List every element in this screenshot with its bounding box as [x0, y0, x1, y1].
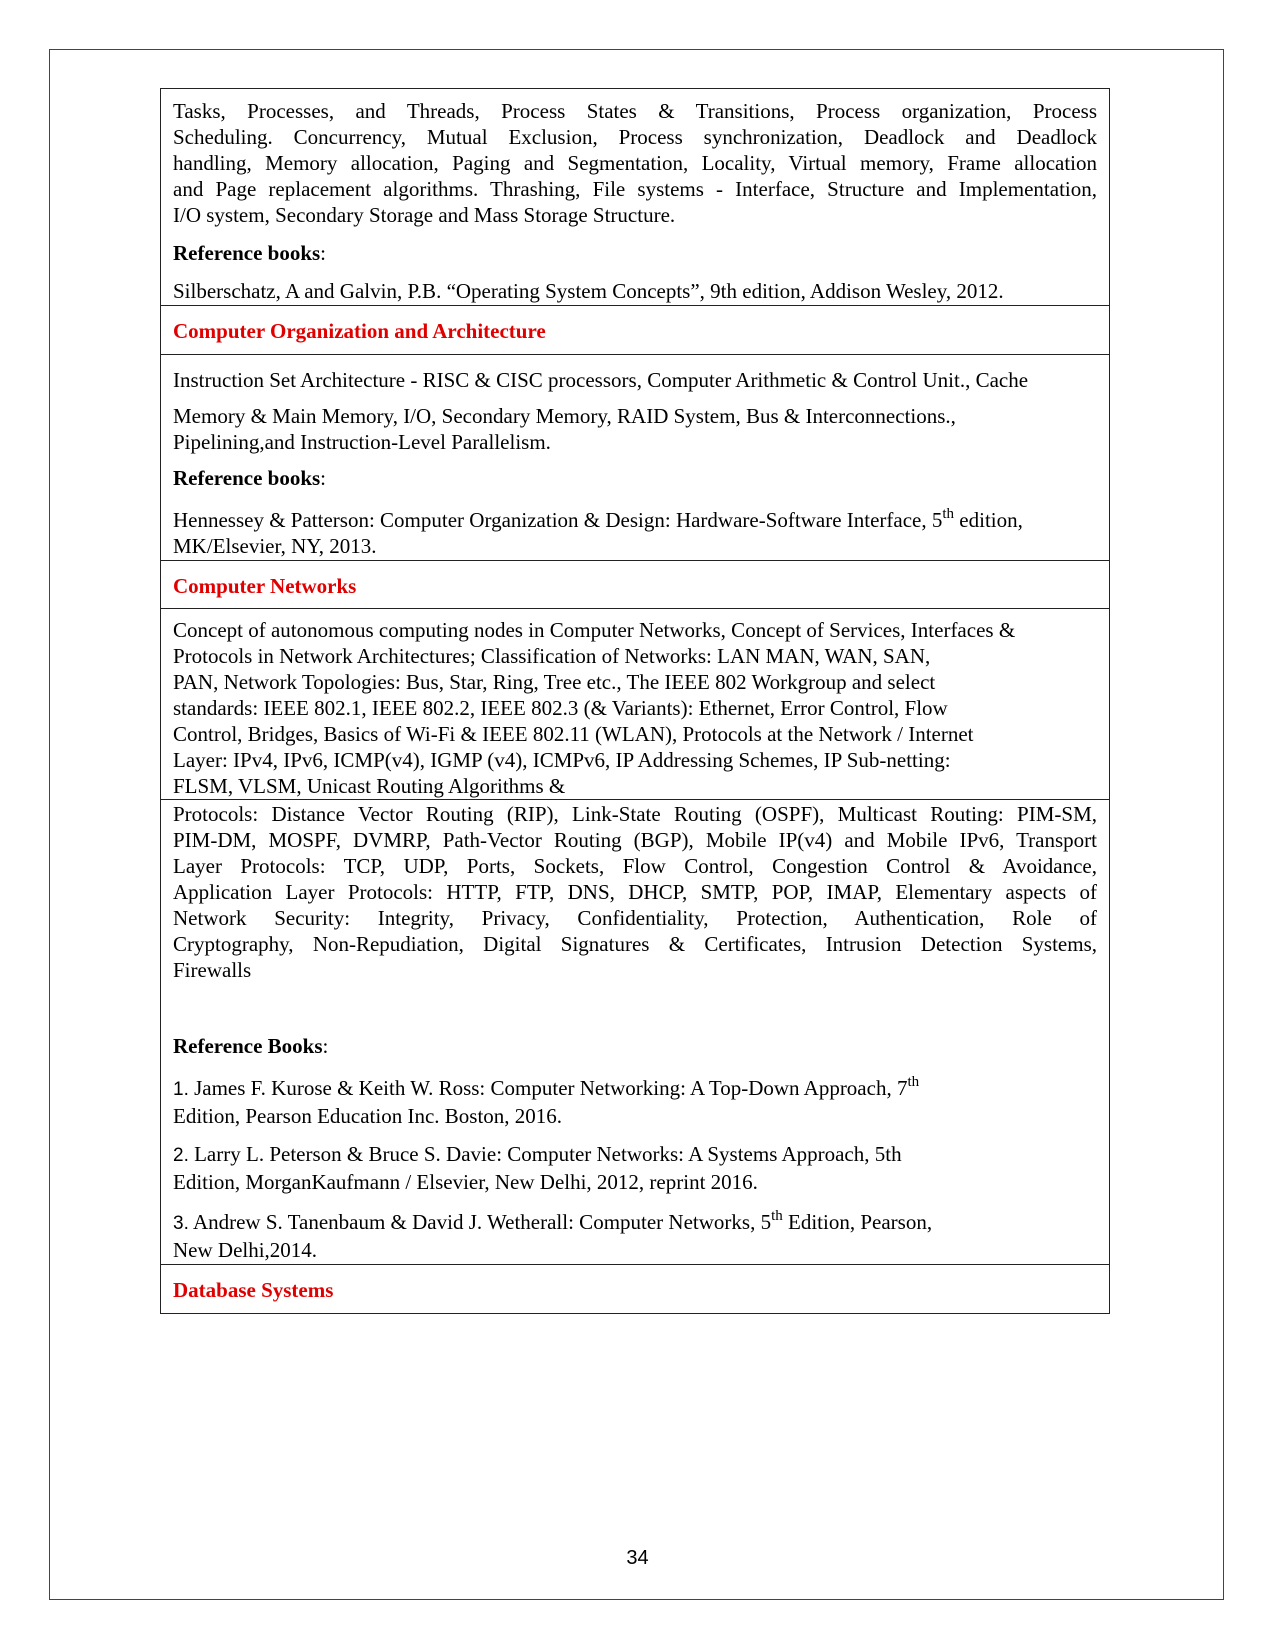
os-ref-book: Silberschatz, A and Galvin, P.B. “Operating System Concepts”, 9th edition, Addison Wesley, 2012. [173, 279, 1004, 303]
cn-line-5: Control, Bridges, Basics of Wi-Fi & IEEE 802.11 (WLAN), Protocols at the Network / Internet [173, 722, 974, 746]
coa-ref-book [173, 507, 1097, 533]
db-heading-cell [161, 1265, 1109, 1313]
coa-ref-heading: Reference books: [173, 466, 327, 490]
cn2-line-5: Network Security: Integrity, Privacy, Confidentiality, Protection, Authentication, Role of [173, 906, 1097, 930]
coa-ref-superscript: th [942, 506, 955, 522]
cn2-line-1: Protocols: Distance Vector Routing (RIP), Link-State Routing (OSPF), Multicast Routing: PIM-SM, [173, 802, 1097, 826]
coa-heading-cell [161, 306, 1109, 355]
cn-ref-3-text: Andrew S. Tanenbaum & David J. Wetherall: Computer Networks, 5 [188, 1210, 772, 1234]
cn-line-2: Protocols in Network Architectures; Classification of Networks: LAN MAN, WAN, SAN, [173, 644, 931, 668]
os-line-4: and Page replacement algorithms. Thrashing, File systems - Interface, Structure and Implementation, [173, 177, 1097, 201]
os-ref-heading: Reference books: [173, 241, 327, 265]
cn-ref-1-text: James F. Kurose & Keith W. Ross: Computer Networking: A Top-Down Approach, 7 [188, 1076, 908, 1100]
cn-ref-2 [173, 1141, 1097, 1169]
coa-line-2: Memory & Main Memory, I/O, Secondary Memory, RAID System, Bus & Interconnections., [173, 404, 956, 428]
cn2-line-6: Cryptography, Non-Repudiation, Digital Signatures & Certificates, Intrusion Detection Systems, [173, 932, 1097, 956]
os-line-3: handling, Memory allocation, Paging and Segmentation, Locality, Virtual memory, Frame allocation [173, 151, 1097, 175]
cn-line-6: Layer: IPv4, IPv6, ICMP(v4), IGMP (v4), ICMPv6, IP Addressing Schemes, IP Sub-netting: [173, 748, 951, 772]
db-heading: Database Systems [173, 1278, 334, 1302]
cn-syllabus-cell-2 [161, 800, 1109, 1265]
cn2-line-7: Firewalls [173, 958, 252, 982]
cn-ref-3-line-2: New Delhi,2014. [173, 1238, 318, 1262]
cn-ref-2-number: 2. [173, 1145, 189, 1166]
coa-heading: Computer Organization and Architecture [173, 319, 546, 343]
coa-syllabus-cell [161, 355, 1109, 561]
os-ref-label: Reference books [173, 241, 321, 265]
os-syllabus-cell [161, 89, 1109, 306]
cn-ref-2-line-2: Edition, MorganKaufmann / Elsevier, New Delhi, 2012, reprint 2016. [173, 1170, 758, 1194]
os-line-1: Tasks, Processes, and Threads, Process States & Transitions, Process organization, Process [173, 99, 1097, 123]
cn-ref-1-superscript: th [907, 1074, 920, 1090]
cn-ref-1 [173, 1075, 1097, 1103]
cn-ref-3-text-end: Edition, Pearson, [782, 1210, 933, 1234]
cn-ref-label: Reference Books [173, 1034, 323, 1058]
coa-ref-label: Reference books [173, 466, 321, 490]
cn-heading: Computer Networks [173, 574, 357, 598]
cn-heading-cell [161, 561, 1109, 609]
cn-ref-1-line-2: Edition, Pearson Education Inc. Boston, 2016. [173, 1104, 563, 1128]
cn-ref-2-text: Larry L. Peterson & Bruce S. Davie: Computer Networks: A Systems Approach, 5th [188, 1142, 902, 1166]
cn2-line-4: Application Layer Protocols: HTTP, FTP, DNS, DHCP, SMTP, POP, IMAP, Elementary aspects of [173, 880, 1097, 904]
syllabus-table [160, 88, 1110, 1314]
os-line-2: Scheduling. Concurrency, Mutual Exclusion, Process synchronization, Deadlock and Deadlock [173, 125, 1097, 149]
coa-line-1: Instruction Set Architecture - RISC & CISC processors, Computer Arithmetic & Control Unit., Cache [173, 368, 1029, 392]
cn-ref-heading: Reference Books: [173, 1034, 329, 1058]
cn-ref-3-number: 3. [173, 1213, 189, 1234]
cn-ref-3-superscript: th [771, 1208, 783, 1224]
os-line-5: I/O system, Secondary Storage and Mass Storage Structure. [173, 203, 676, 227]
coa-ref-book-line-2: MK/Elsevier, NY, 2013. [173, 534, 377, 558]
cn-line-4: standards: IEEE 802.1, IEEE 802.2, IEEE 802.3 (& Variants): Ethernet, Error Control, Flow [173, 696, 948, 720]
cn2-line-2: PIM-DM, MOSPF, DVMRP, Path-Vector Routing (BGP), Mobile IP(v4) and Mobile IPv6, Transport [173, 828, 1097, 852]
coa-line-3: Pipelining,and Instruction-Level Parallelism. [173, 430, 551, 454]
cn-syllabus-cell-1 [161, 609, 1109, 800]
cn-ref-1-number: 1. [173, 1079, 189, 1100]
coa-ref-text: Hennessey & Patterson: Computer Organization & Design: Hardware-Software Interface, 5 [173, 508, 943, 532]
cn-line-3: PAN, Network Topologies: Bus, Star, Ring, Tree etc., The IEEE 802 Workgroup and select [173, 670, 936, 694]
cn2-line-3: Layer Protocols: TCP, UDP, Ports, Sockets, Flow Control, Congestion Control & Avoidance, [173, 854, 1097, 878]
cn-line-7: FLSM, VLSM, Unicast Routing Algorithms & [173, 774, 566, 798]
cn-ref-3 [173, 1209, 1097, 1237]
cn-line-1: Concept of autonomous computing nodes in Computer Networks, Concept of Services, Interfaces & [173, 618, 1016, 642]
page-number: 34 [626, 1547, 649, 1569]
coa-ref-text-end: edition, [954, 508, 1023, 532]
